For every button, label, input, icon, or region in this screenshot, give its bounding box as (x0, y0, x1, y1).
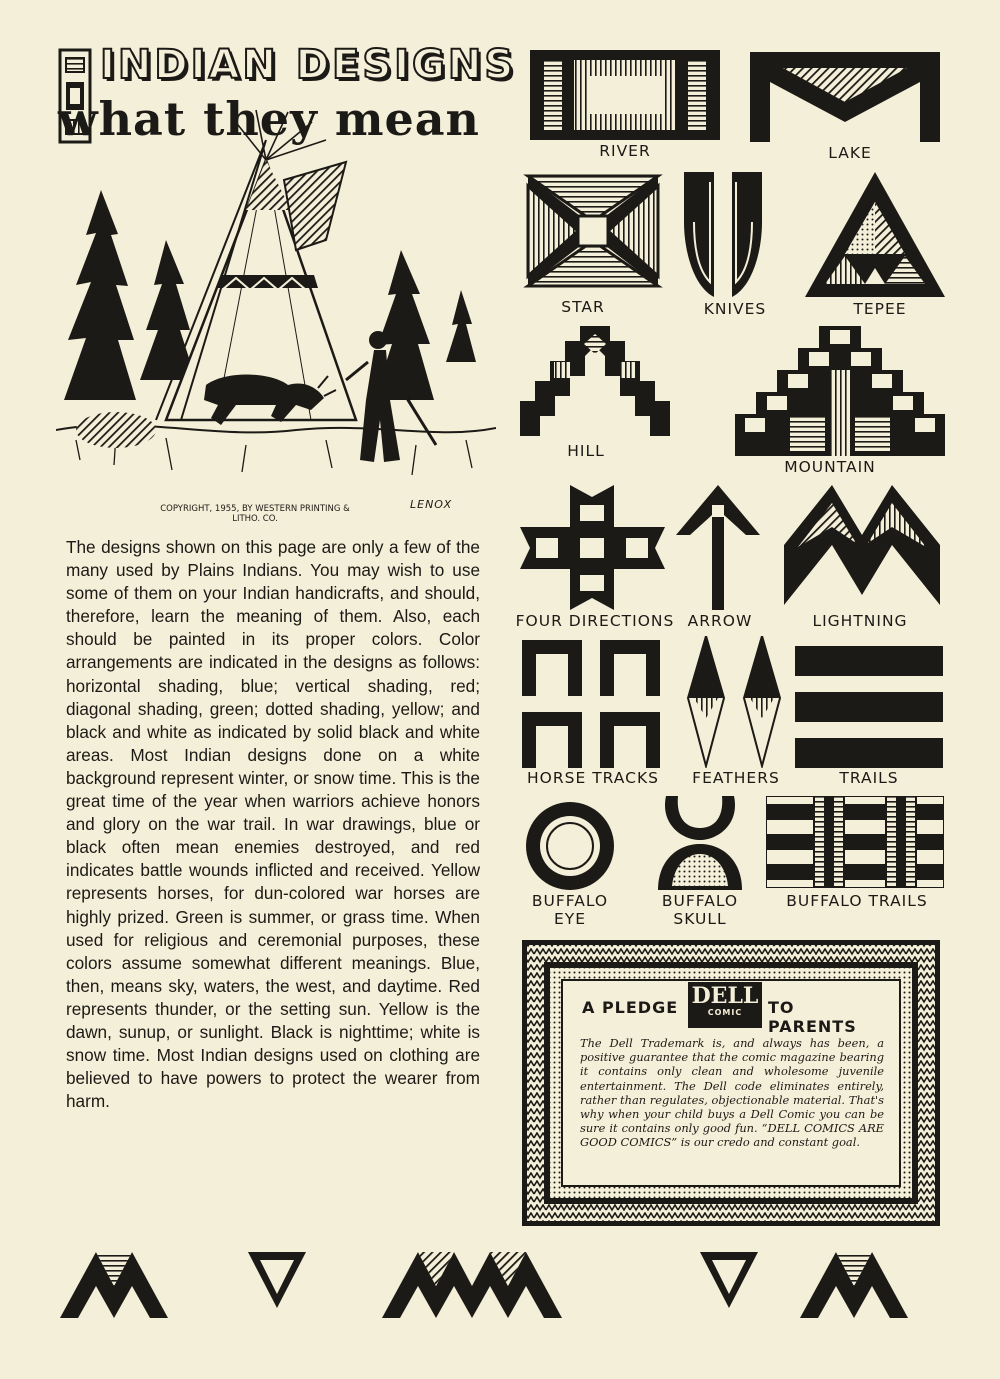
label-buffalo-skull-line2: SKULL (673, 910, 727, 928)
buffalo-trails-design (766, 796, 944, 888)
title-indian-designs: INDIAN DESIGNS (100, 42, 517, 88)
title-what-they-mean: what they mean (58, 92, 481, 146)
label-knives: KNIVES (703, 300, 767, 318)
dell-logo-main: DELL (691, 983, 759, 1009)
pledge-title-right: TO PARENTS (768, 998, 857, 1036)
pledge-text: The Dell Trademark is, and always has been, a positive guarantee that the comic magazine bearing it contains only clean and wholesome juvenile entertainment. The Dell code eliminates entirely, rather than regulates, objectionable material. That's why when your child buys a Dell Comic you can be sure it contains only good fun. “DELL COMICS ARE GOOD COMICS” is our credo and constant goal. (580, 1036, 884, 1150)
label-buffalo-trails: BUFFALO TRAILS (786, 892, 928, 910)
horse-tracks-design (522, 640, 662, 768)
dell-comic-logo (688, 982, 762, 1028)
hill-design (520, 326, 670, 436)
buffalo-eye-design (522, 800, 618, 892)
four-directions-design (520, 485, 665, 610)
label-trails: TRAILS (839, 769, 899, 787)
lightning-design (784, 485, 940, 605)
copyright-notice: COPYRIGHT, 1955, BY WESTERN PRINTING & LITHO. CO. (160, 504, 350, 524)
label-hill: HILL (567, 442, 605, 460)
artist-signature: LENOX (410, 498, 453, 511)
star-design (518, 166, 668, 296)
mountain-design (735, 326, 945, 456)
label-four-directions: FOUR DIRECTIONS (515, 612, 675, 630)
knives-design (680, 172, 770, 297)
label-lake: LAKE (828, 144, 872, 162)
river-design (530, 50, 720, 140)
label-buffalo-skull-line1: BUFFALO (661, 892, 739, 910)
arrow-design (676, 485, 760, 610)
label-feathers: FEATHERS (692, 769, 780, 787)
dell-logo-sub: COMIC (707, 1008, 743, 1017)
bottom-border-ornament (60, 1250, 940, 1320)
label-horse-tracks: HORSE TRACKS (527, 769, 659, 787)
tepee-scene-illustration (56, 100, 496, 505)
label-star: STAR (561, 298, 605, 316)
tepee-design (805, 172, 945, 297)
buffalo-skull-design (652, 794, 748, 892)
trails-design (795, 646, 943, 768)
body-paragraph: The designs shown on this page are only a few of the many used by Plains Indians. You may wish to use some of them on your Indian handicrafts, and should, therefore, learn the meaning of them. Also, each should be painted in its proper colors. Color arrangements are indicated in the designs as follows: horizontal shading, blue; vertical shading, red; diagonal shading, green; dotted shading, yellow; and black and white as indicated by solid black and white areas. Most Indian designs done on a white background represent winter, or snow time. This is the great time of the year when warriors achieve honors and glory on the war trail. In war drawings, blue or black often mean enemies destroyed, and red indicates battle wounds inflicted and received. Yellow represents horses, for dun-colored war horses are highly prized. Green is summer, or grass time. When used for religious and ceremonial purposes, these colors assume somewhat different meanings. Blue, then, means sky, waters, the west, and daytime. Red represents thunder, or the setting sun. Yellow is the dawn, sunup, or sunlight. Black is nighttime; white is snow time. Most Indian designs used on clothing are believed to have powers to protect the wearer from harm. (66, 537, 480, 1112)
label-mountain: MOUNTAIN (784, 458, 876, 476)
pledge-title-left: A PLEDGE (582, 998, 679, 1017)
label-lightning: LIGHTNING (812, 612, 908, 630)
label-tepee: TEPEE (853, 300, 907, 318)
lake-design (750, 52, 940, 142)
label-buffalo-eye-line2: EYE (553, 910, 587, 928)
label-river: RIVER (599, 142, 651, 160)
feathers-design (686, 636, 786, 768)
label-buffalo-eye-line1: BUFFALO (531, 892, 609, 910)
label-arrow: ARROW (687, 612, 753, 630)
